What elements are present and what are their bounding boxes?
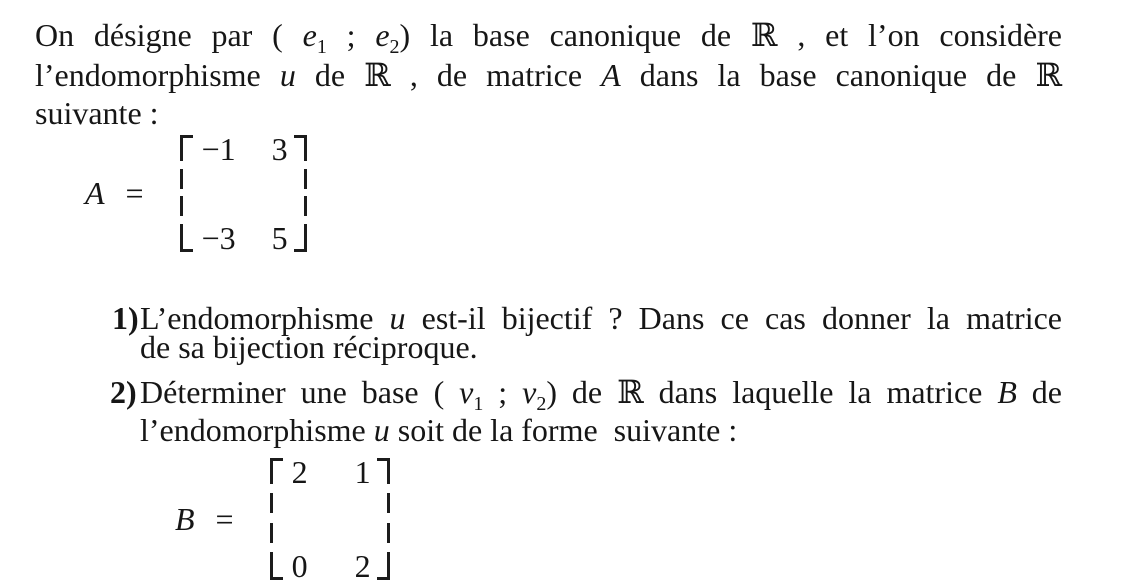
matrix-cell: −1 (201, 131, 236, 167)
left-bracket (180, 135, 193, 252)
bracket-segment (377, 523, 390, 543)
real-numbers-symbol: ℝ (1035, 56, 1063, 94)
real-numbers-symbol: ℝ (617, 373, 644, 411)
matrix-cell: 1 (354, 454, 371, 490)
math-var-v2: v (522, 374, 537, 410)
subscript-2: 2 (536, 393, 547, 415)
intro-text: suivante : (35, 95, 159, 131)
bracket-segment (270, 552, 283, 580)
intro-line-2 (35, 55, 1062, 95)
bracket-segment (377, 458, 390, 484)
question-text: Déterminer une base ( (140, 374, 460, 410)
question-text: L’endomorphisme (140, 300, 390, 336)
question-1-line-2 (140, 327, 478, 367)
math-var-a: A (601, 57, 621, 93)
intro-text: l’endomorphisme (35, 57, 280, 93)
math-var-e1: e (302, 17, 317, 53)
matrix-row (201, 131, 288, 167)
intro-text: , et l’on considère (777, 17, 1063, 53)
matrix-label-b: B (175, 500, 195, 537)
list-number: 2) (110, 374, 137, 410)
question-2-number (110, 372, 137, 412)
question-text: l’endomorphisme (140, 412, 374, 448)
bracket-segment (294, 196, 307, 216)
question-text: dans laquelle la matrice (643, 374, 998, 410)
matrix-b (270, 454, 390, 584)
equation-a (85, 131, 307, 256)
intro-text: de (295, 57, 365, 93)
list-number: 1) (112, 300, 139, 336)
matrix-label-a: A (85, 175, 105, 211)
subscript-2: 2 (389, 36, 400, 58)
matrix-row (201, 220, 288, 256)
matrix-cell: 5 (271, 220, 288, 256)
intro-text: , de matrice (390, 57, 602, 93)
real-numbers-symbol: ℝ (750, 16, 778, 54)
question-text: ; (483, 374, 523, 410)
bracket-segment (180, 135, 193, 161)
bracket-segment (270, 493, 283, 513)
left-bracket (270, 458, 283, 580)
math-var-v1: v (459, 374, 474, 410)
math-var-u: u (279, 57, 296, 93)
math-var-e2: e (375, 17, 390, 53)
intro-text: ) la base canonique de (399, 17, 751, 53)
equals-sign: = (215, 500, 234, 537)
bracket-segment (377, 552, 390, 580)
bracket-segment (377, 493, 390, 513)
question-text: est-il bijectif ? Dans ce cas donner la matrice (405, 300, 1063, 336)
real-numbers-symbol: ℝ (364, 56, 391, 94)
bracket-segment (180, 224, 193, 252)
matrix-a (180, 131, 307, 256)
matrix-row (291, 548, 371, 584)
matrix-row (291, 454, 371, 490)
matrix-b-cells (283, 454, 377, 584)
bracket-segment (270, 458, 283, 484)
question-2-line-2 (140, 410, 737, 450)
matrix-cell: 2 (291, 454, 308, 490)
subscript-1: 1 (473, 393, 484, 415)
subscript-1: 1 (316, 36, 327, 58)
bracket-segment (294, 224, 307, 252)
intro-text: On désigne par ( (35, 17, 303, 53)
question-1-number (112, 298, 139, 338)
matrix-cell: 2 (354, 548, 371, 584)
question-text: ) de (546, 374, 618, 410)
right-bracket (377, 458, 390, 580)
intro-line-3 (35, 93, 159, 133)
bracket-segment (294, 169, 307, 189)
bracket-segment (180, 169, 193, 189)
intro-text: dans la base canonique de (620, 57, 1036, 93)
equals-sign: = (125, 175, 144, 211)
matrix-cell: 3 (271, 131, 288, 167)
equation-b (175, 454, 390, 584)
math-var-b: B (997, 374, 1017, 410)
bracket-segment (270, 523, 283, 543)
matrix-a-cells (193, 131, 294, 256)
bracket-segment (294, 135, 307, 161)
question-text: de sa bijection réciproque. (140, 329, 478, 365)
matrix-cell: −3 (201, 220, 236, 256)
math-var-u: u (389, 300, 406, 336)
math-var-u: u (373, 412, 390, 448)
question-text: de (1016, 374, 1063, 410)
intro-text: ; (326, 17, 376, 53)
matrix-cell: 0 (291, 548, 308, 584)
bracket-segment (180, 196, 193, 216)
question-text: soit de la forme suivante : (389, 412, 738, 448)
right-bracket (294, 135, 307, 252)
